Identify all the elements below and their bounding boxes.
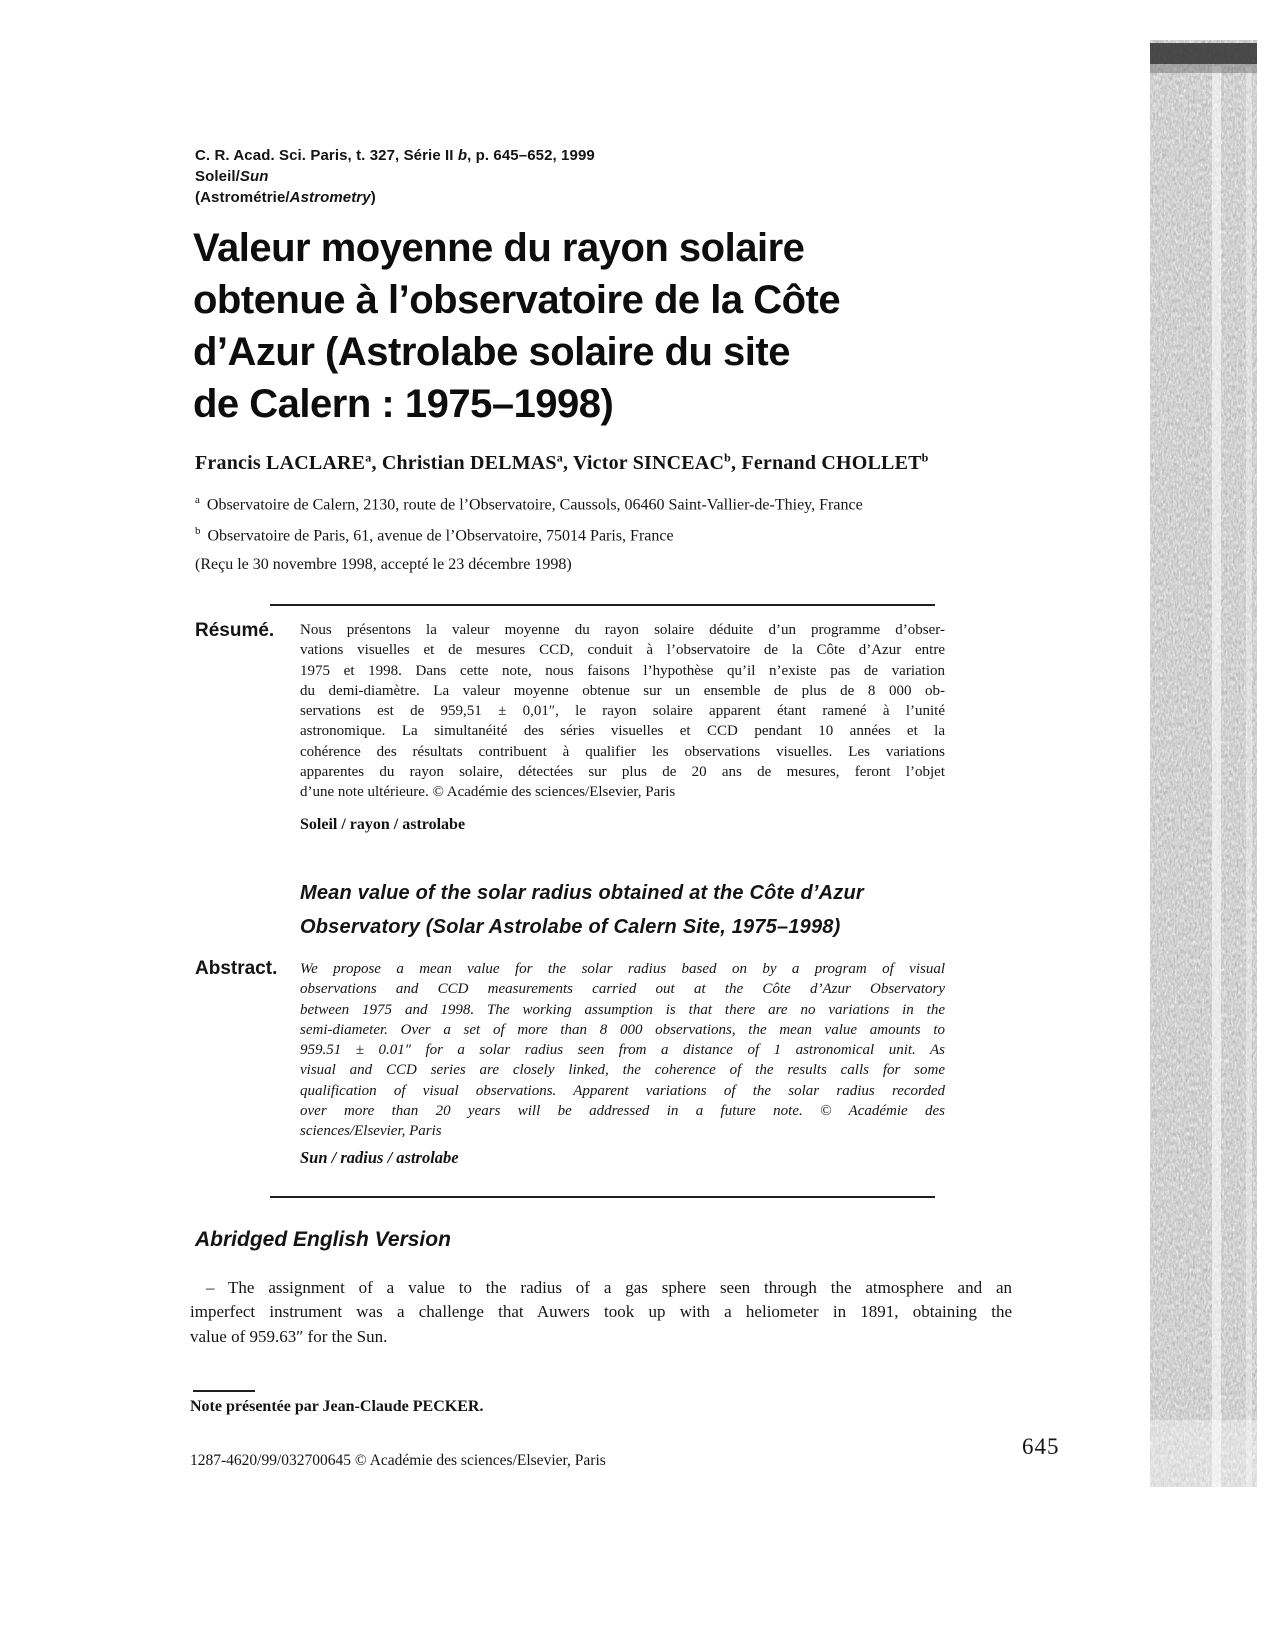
author-affiliation-sup: a [365, 450, 372, 464]
body-line: imperfect instrument was a challenge that Auwers took up with a heliometer in 1891, obtaining the [190, 1302, 1012, 1322]
english-title-line: Mean value of the solar radius obtained at the Côte d’Azur [300, 882, 864, 904]
article-title-line: obtenue à l’observatoire de la Côte [193, 278, 841, 322]
affiliation: $^a$ Observatoire de Calern, 2130, route de l’Observatoire, Caussols, 06460 Saint-Vallier-de-Thiey, France [195, 494, 863, 514]
body-line: Nous présentons la valeur moyenne du rayon solaire déduite d’un programme d’obser- [300, 622, 945, 638]
body-line: qualification of visual observations. Apparent variations of the solar radius recorded [300, 1082, 945, 1099]
edge-noise [1150, 40, 1257, 1487]
abstract-keywords: Sun / radius / astrolabe [300, 1148, 459, 1167]
abridged-paragraph [190, 1276, 1012, 1349]
body-line: astronomique. La simultanéité des séries visuelles et CCD pendant 10 années et la [300, 723, 945, 740]
journal-reference: C. R. Acad. Sci. Paris, t. 327, Série II b, p. 645–652, 1999 [195, 147, 595, 164]
section-divider [270, 1196, 935, 1198]
category-line: (Astrométrie/Astrometry) [195, 189, 376, 206]
author: Francis LACLARE$^a$, [195, 450, 382, 474]
affiliation-marker: a [195, 494, 200, 506]
body-line: 959.51 ± 0.01″ for a solar radius seen from a distance of 1 astronomical unit. As [300, 1042, 945, 1059]
abridged-heading: Abridged English Version [195, 1228, 451, 1251]
affiliation-marker: b [195, 525, 201, 538]
footnote-rule [193, 1390, 255, 1392]
author-affiliation-sup: b [724, 450, 731, 464]
body-line: between 1975 and 1998. The working assumption is that there are no variations in the [300, 1001, 945, 1018]
author: Fernand CHOLLET$^b$ [741, 450, 929, 474]
body-line: observations and CCD measurements carried out at the Côte d’Azur Observatory [300, 981, 945, 998]
subject-line: Soleil/Sun [195, 168, 269, 185]
body-line: sciences/Elsevier, Paris [300, 1123, 442, 1140]
article-title [193, 222, 840, 430]
body-line: apparentes du rayon solaire, détectées sur plus de 20 ans de mesures, feront l’objet [300, 764, 945, 781]
authors-line [195, 450, 929, 475]
section-divider [270, 604, 935, 606]
abstract-label: Abstract. [195, 958, 278, 979]
journal-header [195, 145, 595, 208]
body-line: over more than 20 years will be addressed in a future note. © Académie des [300, 1103, 945, 1120]
body-line: – The assignment of a value to the radius of a gas sphere seen through the atmosphere and an [206, 1278, 1012, 1297]
author: Christian DELMAS$^a$, [381, 450, 573, 474]
author-affiliation-sup: b [921, 450, 929, 464]
body-line: 1975 et 1998. Dans cette note, nous faisons l’hypothèse qu’il n’existe pas de variation [300, 662, 945, 679]
body-line: d’une note ultérieure. © Académie des sciences/Elsevier, Paris [300, 784, 676, 801]
received-note: (Reçu le 30 novembre 1998, accepté le 23 décembre 1998) [195, 556, 572, 573]
article-title-line: Valeur moyenne du rayon solaire [193, 226, 805, 270]
english-title [300, 876, 864, 944]
author: Victor SINCEAC$^b$, [572, 450, 742, 474]
page-number: 645 [1022, 1434, 1060, 1459]
body-line: visual and CCD series are closely linked, the coherence of the results calls for some [300, 1062, 945, 1079]
resume-label: Résumé. [195, 620, 275, 641]
body-line: cohérence des résultats contribuent à qualifier les observations visuelles. Les variations [300, 743, 945, 760]
body-line: du demi-diamètre. La valeur moyenne obtenue sur un ensemble de plus de 8 000 ob- [300, 682, 945, 699]
affiliation: $^b$ Observatoire de Paris, 61, avenue de l’Observatoire, 75014 Paris, France [195, 525, 674, 545]
imprint-line: 1287-4620/99/032700645 © Académie des sciences/Elsevier, Paris [190, 1452, 606, 1469]
presentation-note: Note présentée par Jean-Claude PECKER. [190, 1398, 484, 1415]
resume-keywords: Soleil / rayon / astrolabe [300, 816, 466, 833]
body-line: servations est de 959,51 ± 0,01″, le rayon solaire apparent étant ramené à l’unité [300, 703, 945, 720]
scanned-page-edge [1150, 40, 1257, 1487]
body-line: vations visuelles et de mesures CCD, conduit à l’observatoire de la Côte d’Azur entre [300, 642, 945, 659]
english-title-line: Observatory (Solar Astrolabe of Calern Site, 1975–1998) [300, 916, 841, 938]
affiliations [195, 487, 863, 550]
resume-body [300, 620, 945, 803]
body-line: We propose a mean value for the solar radius based on by a program of visual [300, 961, 945, 977]
author-affiliation-sup: a [556, 450, 563, 464]
article-title-line: d’Azur (Astrolabe solaire du site [193, 330, 790, 374]
article-title-line: de Calern : 1975–1998) [193, 382, 614, 426]
body-line: value of 959.63″ for the Sun. [190, 1326, 388, 1346]
edge-dark-band [1150, 43, 1257, 64]
abstract-body [300, 959, 945, 1142]
body-line: semi-diameter. Over a set of more than 8 000 observations, the mean value amounts to [300, 1021, 945, 1038]
edge-light-streak [1212, 66, 1221, 1487]
